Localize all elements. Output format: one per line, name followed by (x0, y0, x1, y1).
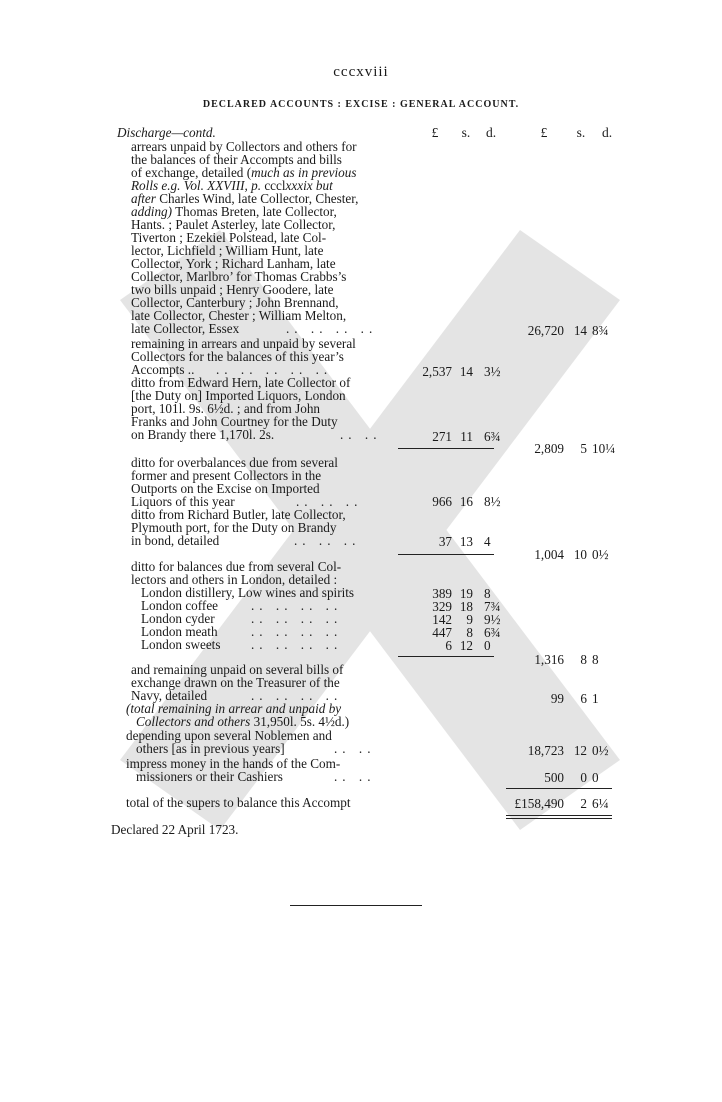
item1-rest-6: two bills unpaid ; Henry Goodere, late (131, 282, 334, 297)
col-header-right-pence: d. (601, 125, 613, 140)
item1-total-shillings: 14 (573, 323, 587, 338)
item3-amount-pounds: 271 (432, 429, 452, 444)
detail-row-3-shillings: 8 (466, 625, 473, 640)
declared-date: Declared 22 April 1723. (111, 822, 239, 837)
item9-leader-dots: .. .. (334, 769, 376, 784)
grand-total-rule-2 (506, 818, 612, 819)
item2-amount-pence: 3½ (484, 364, 501, 379)
item2-last: Accompts .. (131, 362, 195, 377)
item1-last: late Collector, Essex (131, 321, 240, 336)
item4-amount-shillings: 16 (459, 494, 473, 509)
item7-leader-dots: .. .. .. .. (251, 688, 343, 703)
item6-line-1: ditto for balances due from several Col- (131, 559, 342, 574)
detail-row-4-pence: 0 (484, 638, 491, 653)
item8-total-shillings: 12 (573, 743, 587, 758)
detail-row-1-pence: 7¾ (484, 599, 501, 614)
detail-row-4-shillings: 12 (459, 638, 473, 653)
item8-total-pounds: 18,723 (527, 743, 564, 758)
item1-line-5-roman: Charles Wind, late Collector, Chester, (155, 191, 359, 206)
item1-line-6-roman: Thomas Breten, late Collector, (172, 204, 337, 219)
item3-last: on Brandy there 1,170l. 2s. (131, 427, 275, 442)
item9-last: missioners or their Cashiers (136, 769, 283, 784)
item8-leader-dots: .. .. (334, 741, 376, 756)
item3-subtotal-pence: 10¼ (592, 441, 616, 456)
item4-line-1: ditto for overbalances due from several (131, 455, 338, 470)
item5-amount-pence: 4 (484, 534, 491, 549)
item5-leader-dots: .. .. .. (294, 533, 361, 548)
item1-line-1: arrears unpaid by Collectors and others for (131, 139, 357, 154)
col-header-left-pounds: £ (431, 125, 439, 140)
item9-total-pounds: 500 (544, 770, 564, 785)
item1-rest-4: Collector, York ; Richard Lanham, late (131, 256, 336, 271)
item3-line-1: ditto from Edward Hern, late Collector of (131, 375, 351, 390)
item1-rest-7: Collector, Canterbury ; John Brennand, (131, 295, 339, 310)
grand-total-top-rule (506, 788, 612, 789)
grand-total-label: total of the supers to balance this Accompt (126, 795, 351, 810)
item8-last: others [as in previous years] (136, 741, 285, 756)
col-header-right-pounds: £ (540, 125, 548, 140)
item3-amount-shillings: 11 (460, 429, 473, 444)
item1-line-3-italic: much as in previous (251, 165, 357, 180)
item7-note-2: Collectors and others (136, 714, 251, 729)
item8-line-1: depending upon several Noblemen and (126, 728, 332, 743)
item1-line-3: of exchange, detailed ( (131, 165, 252, 180)
item5-amount-pounds: 37 (438, 534, 452, 549)
item3-leader-dots: .. .. (340, 427, 382, 442)
detail-row-1-label: London coffee (141, 598, 219, 613)
item9-total-shillings: 0 (580, 770, 587, 785)
col-header-left-pence: d. (485, 125, 497, 140)
item1-total-pounds: 26,720 (527, 323, 564, 338)
item1-line-5-italic: after (131, 191, 156, 206)
detail-row-2-shillings: 9 (466, 612, 473, 627)
item6-subtotal-shillings: 8 (580, 652, 587, 667)
item1-rest-1: Hants. ; Paulet Asterley, late Collector, (131, 217, 336, 232)
item1-line-4-italic-b: xxxix but (285, 178, 333, 193)
item7-total-pounds: 99 (550, 691, 564, 706)
end-rule (290, 905, 422, 906)
item7-note-1: (total remaining in arrear and unpaid by (126, 701, 342, 716)
item1-total-pence: 8¾ (592, 323, 609, 338)
item1-rest-8: late Collector, Chester ; William Melton, (131, 308, 347, 323)
item7-total-pence: 1 (592, 691, 599, 706)
item5-last: in bond, detailed (131, 533, 220, 548)
item5-subtotal-shillings: 10 (573, 547, 587, 562)
detail-row-0-label: London distillery, Low wines and spirits (141, 585, 355, 600)
detail-row-3-pounds: 447 (432, 625, 452, 640)
col-header-left-shillings: s. (461, 125, 471, 140)
item2-amount-shillings: 14 (459, 364, 473, 379)
detail-row-4-label: London sweets (141, 637, 221, 652)
item6-subtotal-pence: 8 (592, 652, 599, 667)
item5-amount-shillings: 13 (459, 534, 473, 549)
item5-line-1: ditto from Richard Butler, late Collector, (131, 507, 346, 522)
item6-line-2: lectors and others in London, detailed : (131, 572, 338, 587)
item1-rest-2: Tiverton ; Ezekiel Polstead, late Col- (131, 230, 327, 245)
item1-leader-dots: .. .. .. .. (286, 321, 378, 336)
item8-total-pence: 0½ (592, 743, 609, 758)
item7-last: Navy, detailed (131, 688, 208, 703)
item9-line-1: impress money in the hands of the Com- (126, 756, 341, 771)
item4-last: Liquors of this year (131, 494, 235, 509)
item6-subtotal-rule (398, 656, 494, 657)
item5-subtotal-pence: 0½ (592, 547, 609, 562)
grand-total-pence: 6¼ (592, 796, 609, 811)
item2-leader-dots: .. .. .. .. .. (216, 362, 333, 377)
grand-total-shillings: 2 (580, 796, 587, 811)
discharge-heading: Discharge—contd. (117, 125, 216, 140)
item7-note-2-amount: 31,950l. 5s. 4½d.) (250, 714, 350, 729)
item3-subtotal-pounds: 2,809 (534, 441, 564, 456)
item7-total-shillings: 6 (580, 691, 587, 706)
item1-rest-3: lector, Lichfield ; William Hunt, late (131, 243, 324, 258)
detail-row-4-pounds: 6 (445, 638, 452, 653)
item1-rest-5: Collector, Marlbro’ for Thomas Crabbs’s (131, 269, 347, 284)
running-head: DECLARED ACCOUNTS : EXCISE : GENERAL ACCOUNT. (202, 99, 520, 110)
item2-amount-pounds: 2,537 (422, 364, 452, 379)
detail-row-3-dots: .. .. .. .. (251, 624, 343, 639)
item3-subtotal-shillings: 5 (580, 441, 587, 456)
item3-line-2: [the Duty on] Imported Liquors, London (131, 388, 346, 403)
item1-line-4-roman: cccl (261, 178, 286, 193)
detail-row-1-shillings: 18 (459, 599, 473, 614)
page-number: cccxviii (333, 64, 389, 80)
item1-line-4-italic: Rolls e.g. Vol. XXVIII, p. (131, 178, 262, 193)
detail-row-2-dots: .. .. .. .. (251, 611, 343, 626)
item3-line-4: Franks and John Courtney for the Duty (131, 414, 338, 429)
detail-row-3-pence: 6¾ (484, 625, 501, 640)
item7-line-1: and remaining unpaid on several bills of (131, 662, 344, 677)
item5-subtotal-pounds: 1,004 (534, 547, 564, 562)
grand-total-pounds: £158,490 (514, 796, 564, 811)
item3-amount-pence: 6¾ (484, 429, 501, 444)
item5-subtotal-rule (398, 554, 494, 555)
grand-total-rule-1 (506, 815, 612, 816)
item6-subtotal-pounds: 1,316 (534, 652, 564, 667)
detail-row-2-pence: 9½ (484, 612, 501, 627)
item4-line-2: former and present Collectors in the (131, 468, 322, 483)
item5-line-2: Plymouth port, for the Duty on Brandy (131, 520, 337, 535)
item9-total-pence: 0 (592, 770, 599, 785)
item1-line-2: the balances of their Accompts and bills (131, 152, 342, 167)
item4-line-3: Outports on the Excise on Imported (131, 481, 320, 496)
detail-row-3-label: London meath (141, 624, 218, 639)
col-header-right-shillings: s. (576, 125, 586, 140)
item4-leader-dots: .. .. .. (296, 494, 363, 509)
detail-row-1-pounds: 329 (432, 599, 452, 614)
detail-row-0-shillings: 19 (459, 586, 473, 601)
detail-row-4-dots: .. .. .. .. (251, 637, 343, 652)
item3-line-3: port, 101l. 9s. 6½d. ; and from John (131, 401, 321, 416)
detail-row-0-pounds: 389 (432, 586, 452, 601)
detail-row-2-label: London cyder (141, 611, 215, 626)
item2-line-2: Collectors for the balances of this year’s (131, 349, 344, 364)
detail-row-2-pounds: 142 (432, 612, 452, 627)
item4-amount-pounds: 966 (432, 494, 452, 509)
item3-subtotal-rule (398, 448, 494, 449)
item1-line-6-italic: adding) (131, 204, 173, 219)
item7-line-2: exchange drawn on the Treasurer of the (131, 675, 340, 690)
item2-line-1: remaining in arrears and unpaid by several (131, 336, 356, 351)
detail-row-1-dots: .. .. .. .. (251, 598, 343, 613)
item4-amount-pence: 8½ (484, 494, 501, 509)
detail-row-0-pence: 8 (484, 586, 491, 601)
